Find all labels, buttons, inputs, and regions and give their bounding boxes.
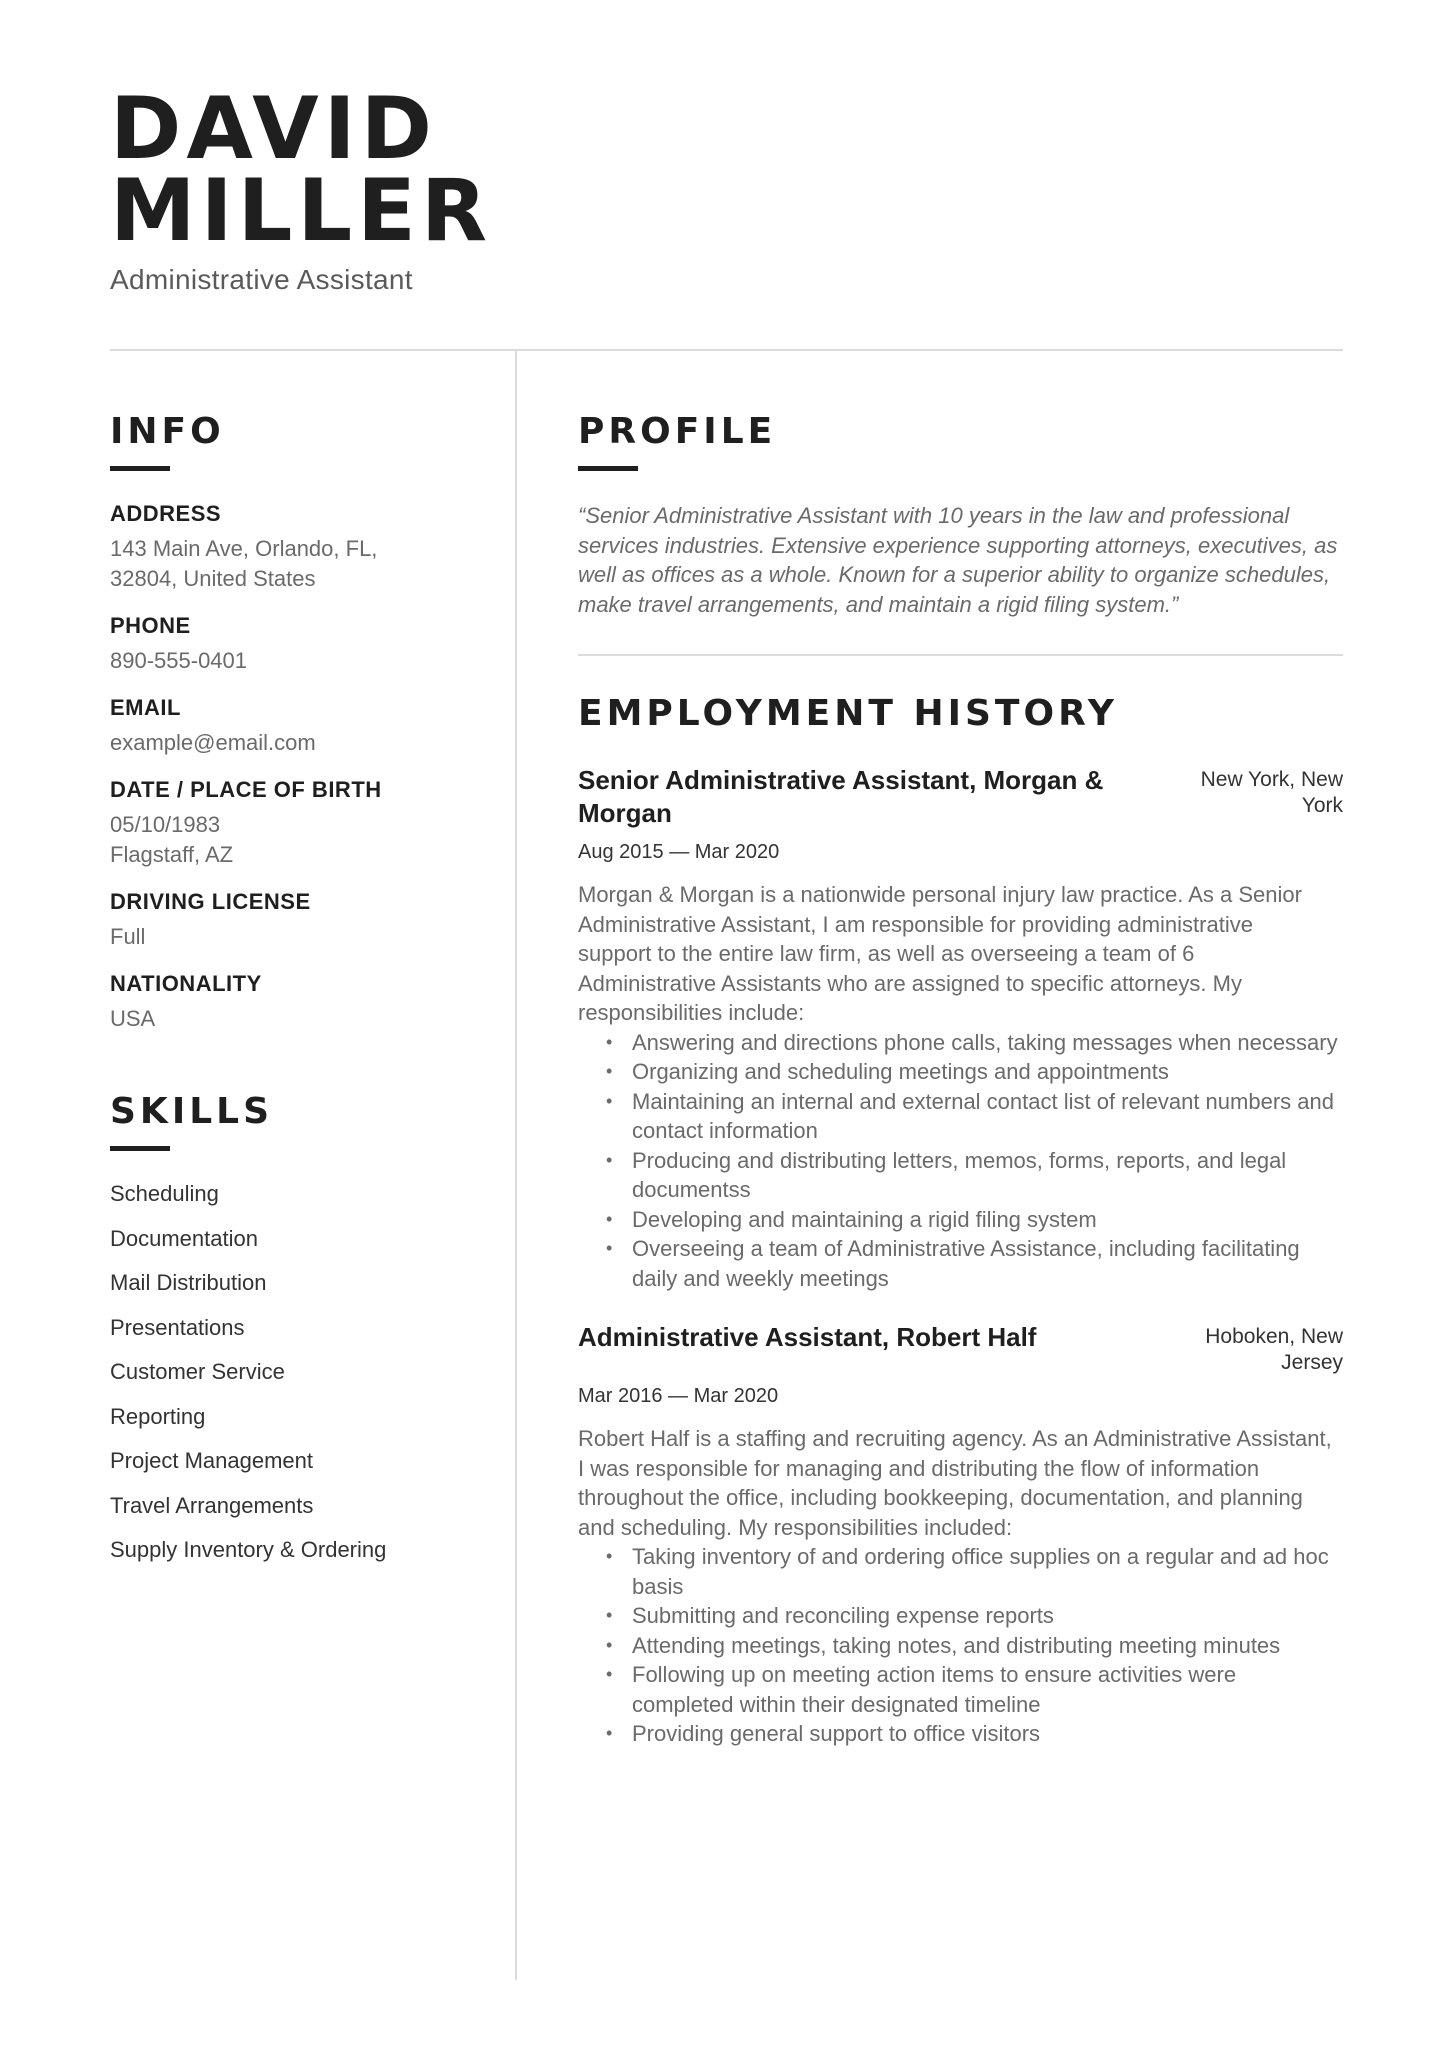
candidate-title: Administrative Assistant xyxy=(110,264,413,295)
job-responsibilities xyxy=(578,1028,1343,1294)
first-name: DAVID xyxy=(110,79,438,179)
bullet-icon: • xyxy=(606,1031,613,1052)
bullet-icon: • xyxy=(606,1664,613,1684)
info-nationality xyxy=(110,969,490,1034)
skill-item: Scheduling xyxy=(110,1181,219,1206)
header-divider xyxy=(110,349,1343,351)
skills-section xyxy=(110,1090,490,1580)
profile-section xyxy=(578,410,1343,619)
info-value: Full xyxy=(110,924,146,949)
info-value: 05/10/1983 xyxy=(110,812,221,837)
info-value: USA xyxy=(110,1006,156,1031)
skills-list xyxy=(110,1179,490,1580)
bullet-text: Following up on meeting action items to ensure activities were completed within their designated timeline xyxy=(632,1662,1237,1717)
job-location: Hoboken, New Jersey xyxy=(1205,1325,1343,1374)
info-label: DATE / PLACE OF BIRTH xyxy=(110,777,382,802)
list-item xyxy=(606,1087,1343,1146)
job-dates: Mar 2016 — Mar 2020 xyxy=(578,1385,779,1407)
bullet-icon: • xyxy=(606,1634,613,1655)
profile-heading: PROFILE xyxy=(578,411,777,452)
bullet-text: Submitting and reconciling expense reports xyxy=(632,1603,1054,1628)
skill-item: Documentation xyxy=(110,1225,258,1251)
list-item xyxy=(606,1660,1343,1719)
bullet-icon: • xyxy=(606,1238,613,1258)
job-header xyxy=(578,1321,1343,1376)
info-section xyxy=(110,410,490,1034)
list-item xyxy=(606,1146,1343,1205)
info-label: PHONE xyxy=(110,613,191,638)
info-value: example@email.com xyxy=(110,730,316,755)
list-item xyxy=(606,1057,1343,1087)
bullet-text: Answering and directions phone calls, taking messages when necessary xyxy=(632,1029,1338,1055)
skill-item: Travel Arrangements xyxy=(110,1492,314,1518)
job-header xyxy=(578,764,1343,830)
bullet-icon: • xyxy=(606,1605,613,1625)
bullet-text: Taking inventory of and ordering office supplies on a regular and ad hoc basis xyxy=(632,1544,1329,1599)
section-divider xyxy=(578,654,1343,656)
info-email xyxy=(110,693,490,758)
employment-section xyxy=(578,692,1343,1749)
job-title: Senior Administrative Assistant, Morgan & Morgan xyxy=(578,765,1104,828)
list-item xyxy=(606,1719,1343,1749)
skill-item: Reporting xyxy=(110,1403,206,1429)
info-phone xyxy=(110,611,490,676)
info-value: 143 Main Ave, Orlando, FL, 32804, United States xyxy=(110,536,378,591)
info-label: EMAIL xyxy=(110,695,181,720)
bullet-text: Overseeing a team of Administrative Assistance, including facilitating daily and weekly meetings xyxy=(632,1236,1300,1291)
bullet-text: Maintaining an internal and external contact list of relevant numbers and contact information xyxy=(632,1088,1334,1143)
job-location: New York, New York xyxy=(1200,768,1343,817)
job-entry xyxy=(578,1321,1343,1749)
profile-heading-underline xyxy=(578,466,638,471)
bullet-icon: • xyxy=(606,1090,613,1111)
skills-heading-underline xyxy=(110,1146,170,1151)
list-item xyxy=(606,1205,1343,1235)
skill-item: Mail Distribution xyxy=(110,1270,267,1295)
skills-heading: SKILLS xyxy=(110,1091,274,1132)
job-title: Administrative Assistant, Robert Half xyxy=(578,1322,1037,1352)
info-label: DRIVING LICENSE xyxy=(110,889,311,914)
employment-heading: EMPLOYMENT HISTORY xyxy=(578,693,1118,734)
info-value: Flagstaff, AZ xyxy=(110,842,234,867)
bullet-text: Developing and maintaining a rigid filing system xyxy=(632,1206,1097,1232)
bullet-icon: • xyxy=(606,1208,613,1229)
main-column xyxy=(578,410,1343,1749)
list-item xyxy=(606,1028,1343,1058)
last-name: MILLER xyxy=(110,161,493,261)
bullet-icon: • xyxy=(606,1149,613,1170)
bullet-text: Producing and distributing letters, memos, forms, reports, and legal documentss xyxy=(632,1147,1287,1202)
info-label: NATIONALITY xyxy=(110,971,262,996)
bullet-icon: • xyxy=(606,1061,613,1081)
column-divider xyxy=(515,350,517,1980)
job-dates: Aug 2015 — Mar 2020 xyxy=(578,841,780,863)
profile-summary: “Senior Administrative Assistant with 10 years in the law and professional services industries. Extensive experience supporting attorneys, executives, as well as offices as a whole. Known for a superior ability to organize schedules, make travel arrangements, and maintain a rigid filing system.” xyxy=(578,503,1338,617)
info-address xyxy=(110,499,490,594)
bullet-text: Organizing and scheduling meetings and appointments xyxy=(632,1059,1169,1084)
job-description: Robert Half is a staffing and recruiting agency. As an Administrative Assistant, I was responsible for managing and distributing the flow of information throughout the office, including bookkeeping, documentation, and planning and scheduling. My responsibilities included: xyxy=(578,1426,1332,1540)
info-heading: INFO xyxy=(110,411,225,452)
info-value: 890-555-0401 xyxy=(110,648,248,673)
info-label: ADDRESS xyxy=(110,501,222,526)
skill-item: Customer Service xyxy=(110,1359,285,1384)
list-item xyxy=(606,1631,1343,1661)
bullet-text: Providing general support to office visitors xyxy=(632,1721,1041,1746)
info-heading-underline xyxy=(110,466,170,471)
bullet-icon: • xyxy=(606,1546,613,1566)
job-entry xyxy=(578,764,1343,1293)
info-license xyxy=(110,887,490,952)
skill-item: Presentations xyxy=(110,1314,245,1340)
job-responsibilities xyxy=(578,1542,1343,1749)
info-birth xyxy=(110,775,490,870)
list-item xyxy=(606,1542,1343,1601)
skill-item: Supply Inventory & Ordering xyxy=(110,1537,387,1562)
list-item xyxy=(606,1601,1343,1631)
candidate-name xyxy=(110,79,810,261)
bullet-icon: • xyxy=(606,1723,613,1743)
bullet-text: Attending meetings, taking notes, and distributing meeting minutes xyxy=(632,1632,1281,1658)
job-description: Morgan & Morgan is a nationwide personal injury law practice. As a Senior Administrative Assistant, I am responsible for providing administrative support to the entire law firm, as well as overseeing a team of 6 Administrative Assistants who are assigned to specific attorneys. My responsibilities include: xyxy=(578,882,1302,1025)
skill-item: Project Management xyxy=(110,1448,313,1473)
list-item xyxy=(606,1234,1343,1293)
